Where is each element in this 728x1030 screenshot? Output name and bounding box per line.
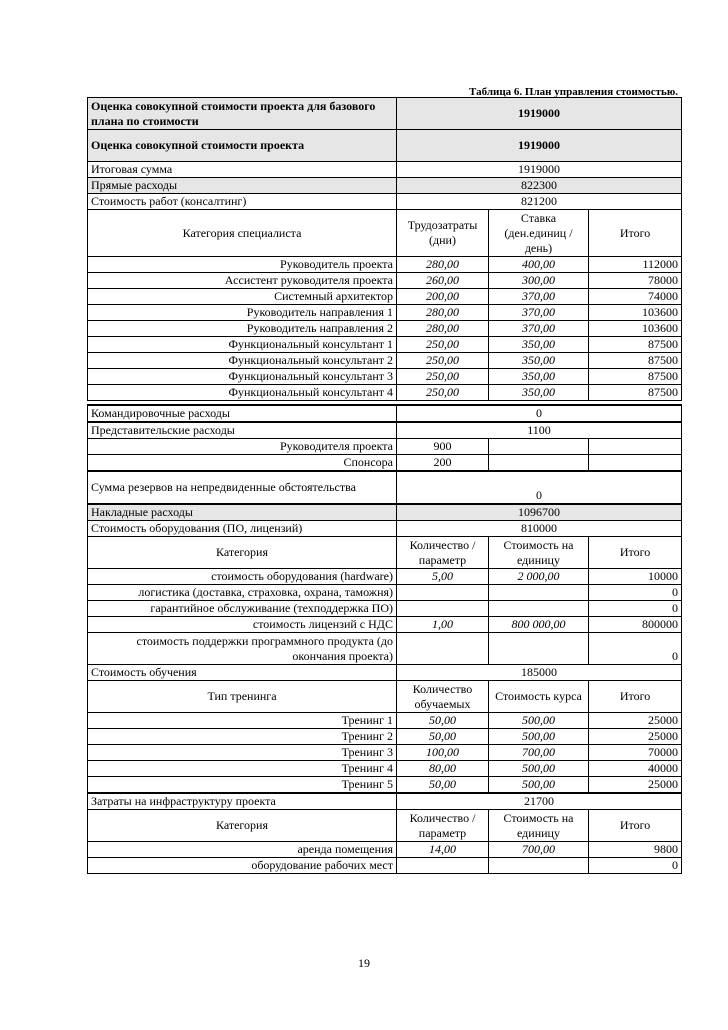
infrastructure-header-category: Категория <box>88 810 397 842</box>
consulting-item-total: 103600 <box>589 321 682 337</box>
consulting-item-rate: 350,00 <box>489 369 589 385</box>
equipment-item-name: стоимость поддержки программного продукта (до окончания проекта) <box>88 633 397 665</box>
training-rows <box>88 713 682 793</box>
direct-label: Прямые расходы <box>88 178 397 194</box>
consulting-item-rate: 300,00 <box>489 273 589 289</box>
consulting-item-name: Функциональный консультант 3 <box>88 369 397 385</box>
consulting-item-total: 87500 <box>589 369 682 385</box>
training-item-qty: 100,00 <box>397 745 489 761</box>
representation-label: Представительские расходы <box>88 423 397 439</box>
project-estimate-label: Оценка совокупной стоимости проекта <box>88 130 397 162</box>
representation-row <box>88 423 682 439</box>
infrastructure-value: 21700 <box>397 794 682 810</box>
direct-value: 822300 <box>397 178 682 194</box>
table-body <box>88 98 682 257</box>
training-item-unit: 500,00 <box>489 777 589 793</box>
consulting-item-row <box>88 385 682 401</box>
project-estimate-value: 1919000 <box>397 130 682 162</box>
infrastructure-item-name: оборудование рабочих мест <box>88 858 397 874</box>
equipment-item-row <box>88 569 682 585</box>
reserves-value: 0 <box>397 472 682 504</box>
training-item-unit: 500,00 <box>489 729 589 745</box>
consulting-item-name: Руководитель направления 2 <box>88 321 397 337</box>
equipment-value: 810000 <box>397 521 682 537</box>
equipment-item-unit <box>489 633 589 665</box>
consulting-item-name: Системный архитектор <box>88 289 397 305</box>
equipment-item-name: логистика (доставка, страховка, охрана, таможня) <box>88 585 397 601</box>
consulting-item-rate: 350,00 <box>489 353 589 369</box>
consulting-item-row <box>88 305 682 321</box>
infrastructure-item-total: 0 <box>589 858 682 874</box>
infrastructure-item-name: аренда помещения <box>88 842 397 858</box>
training-item-total: 40000 <box>589 761 682 777</box>
page-number: 19 <box>358 956 370 970</box>
base-plan-label: Оценка совокупной стоимости проекта для базового плана по стоимости <box>88 98 397 130</box>
infrastructure-row <box>88 794 682 810</box>
equipment-item-name: гарантийное обслуживание (техподдержка ПО) <box>88 601 397 617</box>
infrastructure-item-unit <box>489 858 589 874</box>
reserves-row <box>88 472 682 504</box>
consulting-item-days: 250,00 <box>397 337 489 353</box>
equipment-header-row <box>88 537 682 569</box>
project-estimate-row <box>88 130 682 162</box>
training-item-row <box>88 729 682 745</box>
consulting-item-days: 250,00 <box>397 369 489 385</box>
equipment-item-qty <box>397 585 489 601</box>
base-plan-value: 1919000 <box>397 98 682 130</box>
equipment-item-total: 0 <box>589 601 682 617</box>
training-item-qty: 80,00 <box>397 761 489 777</box>
total-row <box>88 162 682 178</box>
representation-value: 1100 <box>397 423 682 439</box>
representation-item-row <box>88 439 682 455</box>
equipment-item-row <box>88 585 682 601</box>
infrastructure-item-qty: 14,00 <box>397 842 489 858</box>
consulting-item-row <box>88 369 682 385</box>
training-header-qty: Количество обучаемых <box>397 681 489 713</box>
infrastructure-label: Затраты на инфраструктуру проекта <box>88 794 397 810</box>
consulting-header-total: Итого <box>589 210 682 257</box>
consulting-item-total: 74000 <box>589 289 682 305</box>
training-header-category: Тип тренинга <box>88 681 397 713</box>
consulting-item-rate: 400,00 <box>489 257 589 273</box>
consulting-label: Стоимость работ (консалтинг) <box>88 194 397 210</box>
training-header-row <box>88 681 682 713</box>
equipment-item-name: стоимость оборудования (hardware) <box>88 569 397 585</box>
consulting-item-name: Ассистент руководителя проекта <box>88 273 397 289</box>
equipment-item-total: 0 <box>589 633 682 665</box>
training-value: 185000 <box>397 665 682 681</box>
training-item-name: Тренинг 1 <box>88 713 397 729</box>
infrastructure-item-qty <box>397 858 489 874</box>
consulting-item-days: 260,00 <box>397 273 489 289</box>
consulting-item-row <box>88 257 682 273</box>
training-label: Стоимость обучения <box>88 665 397 681</box>
consulting-row <box>88 194 682 210</box>
training-item-name: Тренинг 2 <box>88 729 397 745</box>
training-item-row <box>88 745 682 761</box>
training-item-unit: 700,00 <box>489 745 589 761</box>
consulting-header-effort: Трудозатраты (дни) <box>397 210 489 257</box>
consulting-header-row <box>88 210 682 257</box>
training-header-unit: Стоимость курса <box>489 681 589 713</box>
training-item-name: Тренинг 4 <box>88 761 397 777</box>
equipment-item-row <box>88 617 682 633</box>
training-item-qty: 50,00 <box>397 729 489 745</box>
infrastructure-item-row <box>88 842 682 858</box>
equipment-item-unit <box>489 585 589 601</box>
equipment-item-qty: 5,00 <box>397 569 489 585</box>
consulting-item-row <box>88 353 682 369</box>
overhead-value: 1096700 <box>397 505 682 521</box>
equipment-item-row <box>88 633 682 665</box>
consulting-header-rate: Ставка (ден.единиц / день) <box>489 210 589 257</box>
consulting-item-row <box>88 337 682 353</box>
travel-row <box>88 406 682 422</box>
consulting-item-days: 250,00 <box>397 385 489 401</box>
infrastructure-header-qty: Количество / параметр <box>397 810 489 842</box>
infrastructure-header-unit: Стоимость на единицу <box>489 810 589 842</box>
consulting-item-total: 87500 <box>589 337 682 353</box>
representation-item-name: Руководителя проекта <box>88 439 397 455</box>
consulting-item-row <box>88 321 682 337</box>
consulting-item-name: Функциональный консультант 1 <box>88 337 397 353</box>
table-caption: Таблица 6. План управления стоимостью. <box>469 86 678 98</box>
cost-management-table <box>87 97 682 401</box>
consulting-item-total: 112000 <box>589 257 682 273</box>
infrastructure-header-total: Итого <box>589 810 682 842</box>
training-item-qty: 50,00 <box>397 713 489 729</box>
consulting-value: 821200 <box>397 194 682 210</box>
representation-item-row <box>88 455 682 471</box>
equipment-item-qty <box>397 601 489 617</box>
infrastructure-item-unit: 700,00 <box>489 842 589 858</box>
training-item-name: Тренинг 3 <box>88 745 397 761</box>
training-item-total: 25000 <box>589 713 682 729</box>
consulting-item-rate: 350,00 <box>489 337 589 353</box>
reserves-label: Сумма резервов на непредвиденные обстоятельства <box>88 472 397 504</box>
representation-item-name: Спонсора <box>88 455 397 471</box>
overhead-row <box>88 505 682 521</box>
equipment-header-category: Категория <box>88 537 397 569</box>
equipment-label: Стоимость оборудования (ПО, лицензий) <box>88 521 397 537</box>
equipment-item-unit <box>489 601 589 617</box>
infrastructure-header-row <box>88 810 682 842</box>
consulting-item-days: 280,00 <box>397 321 489 337</box>
equipment-item-qty: 1,00 <box>397 617 489 633</box>
consulting-item-name: Функциональный консультант 4 <box>88 385 397 401</box>
representation-item-value: 900 <box>397 439 489 455</box>
equipment-item-name: стоимость лицензий с НДС <box>88 617 397 633</box>
total-label: Итоговая сумма <box>88 162 397 178</box>
travel-value: 0 <box>397 406 682 422</box>
equipment-item-total: 10000 <box>589 569 682 585</box>
equipment-header-total: Итого <box>589 537 682 569</box>
infrastructure-section <box>88 793 682 842</box>
consulting-item-name: Функциональный консультант 2 <box>88 353 397 369</box>
consulting-item-total: 87500 <box>589 385 682 401</box>
training-item-total: 70000 <box>589 745 682 761</box>
consulting-item-rate: 370,00 <box>489 321 589 337</box>
equipment-header-qty: Количество / параметр <box>397 537 489 569</box>
consulting-item-rate: 370,00 <box>489 289 589 305</box>
overhead-label: Накладные расходы <box>88 505 397 521</box>
training-item-name: Тренинг 5 <box>88 777 397 793</box>
training-item-row <box>88 777 682 793</box>
training-item-row <box>88 761 682 777</box>
travel-label: Командировочные расходы <box>88 406 397 422</box>
consulting-item-days: 280,00 <box>397 305 489 321</box>
equipment-item-unit: 2 000,00 <box>489 569 589 585</box>
training-item-unit: 500,00 <box>489 761 589 777</box>
equipment-item-row <box>88 601 682 617</box>
direct-row <box>88 178 682 194</box>
training-item-row <box>88 713 682 729</box>
training-row <box>88 665 682 681</box>
consulting-item-row <box>88 289 682 305</box>
infrastructure-rows <box>88 842 682 874</box>
total-value: 1919000 <box>397 162 682 178</box>
representation-item-value: 200 <box>397 455 489 471</box>
infrastructure-item-row <box>88 858 682 874</box>
table-body-lower <box>88 405 682 569</box>
consulting-item-rate: 370,00 <box>489 305 589 321</box>
training-item-qty: 50,00 <box>397 777 489 793</box>
consulting-item-total: 87500 <box>589 353 682 369</box>
equipment-item-unit: 800 000,00 <box>489 617 589 633</box>
consulting-item-name: Руководитель проекта <box>88 257 397 273</box>
consulting-item-row <box>88 273 682 289</box>
training-header-total: Итого <box>589 681 682 713</box>
consulting-header-category: Категория специалиста <box>88 210 397 257</box>
infrastructure-item-total: 9800 <box>589 842 682 858</box>
consulting-item-name: Руководитель направления 1 <box>88 305 397 321</box>
equipment-item-total: 800000 <box>589 617 682 633</box>
consulting-item-days: 280,00 <box>397 257 489 273</box>
equipment-rows <box>88 569 682 665</box>
equipment-item-total: 0 <box>589 585 682 601</box>
consulting-item-days: 250,00 <box>397 353 489 369</box>
training-item-total: 25000 <box>589 777 682 793</box>
consulting-item-total: 103600 <box>589 305 682 321</box>
equipment-row <box>88 521 682 537</box>
consulting-rows <box>88 257 682 401</box>
cost-management-table-continued <box>87 404 682 874</box>
base-plan-row <box>88 98 682 130</box>
consulting-item-rate: 350,00 <box>489 385 589 401</box>
consulting-item-total: 78000 <box>589 273 682 289</box>
training-section <box>88 665 682 713</box>
equipment-item-qty <box>397 633 489 665</box>
training-item-unit: 500,00 <box>489 713 589 729</box>
equipment-header-unit: Стоимость на единицу <box>489 537 589 569</box>
training-item-total: 25000 <box>589 729 682 745</box>
consulting-item-days: 200,00 <box>397 289 489 305</box>
